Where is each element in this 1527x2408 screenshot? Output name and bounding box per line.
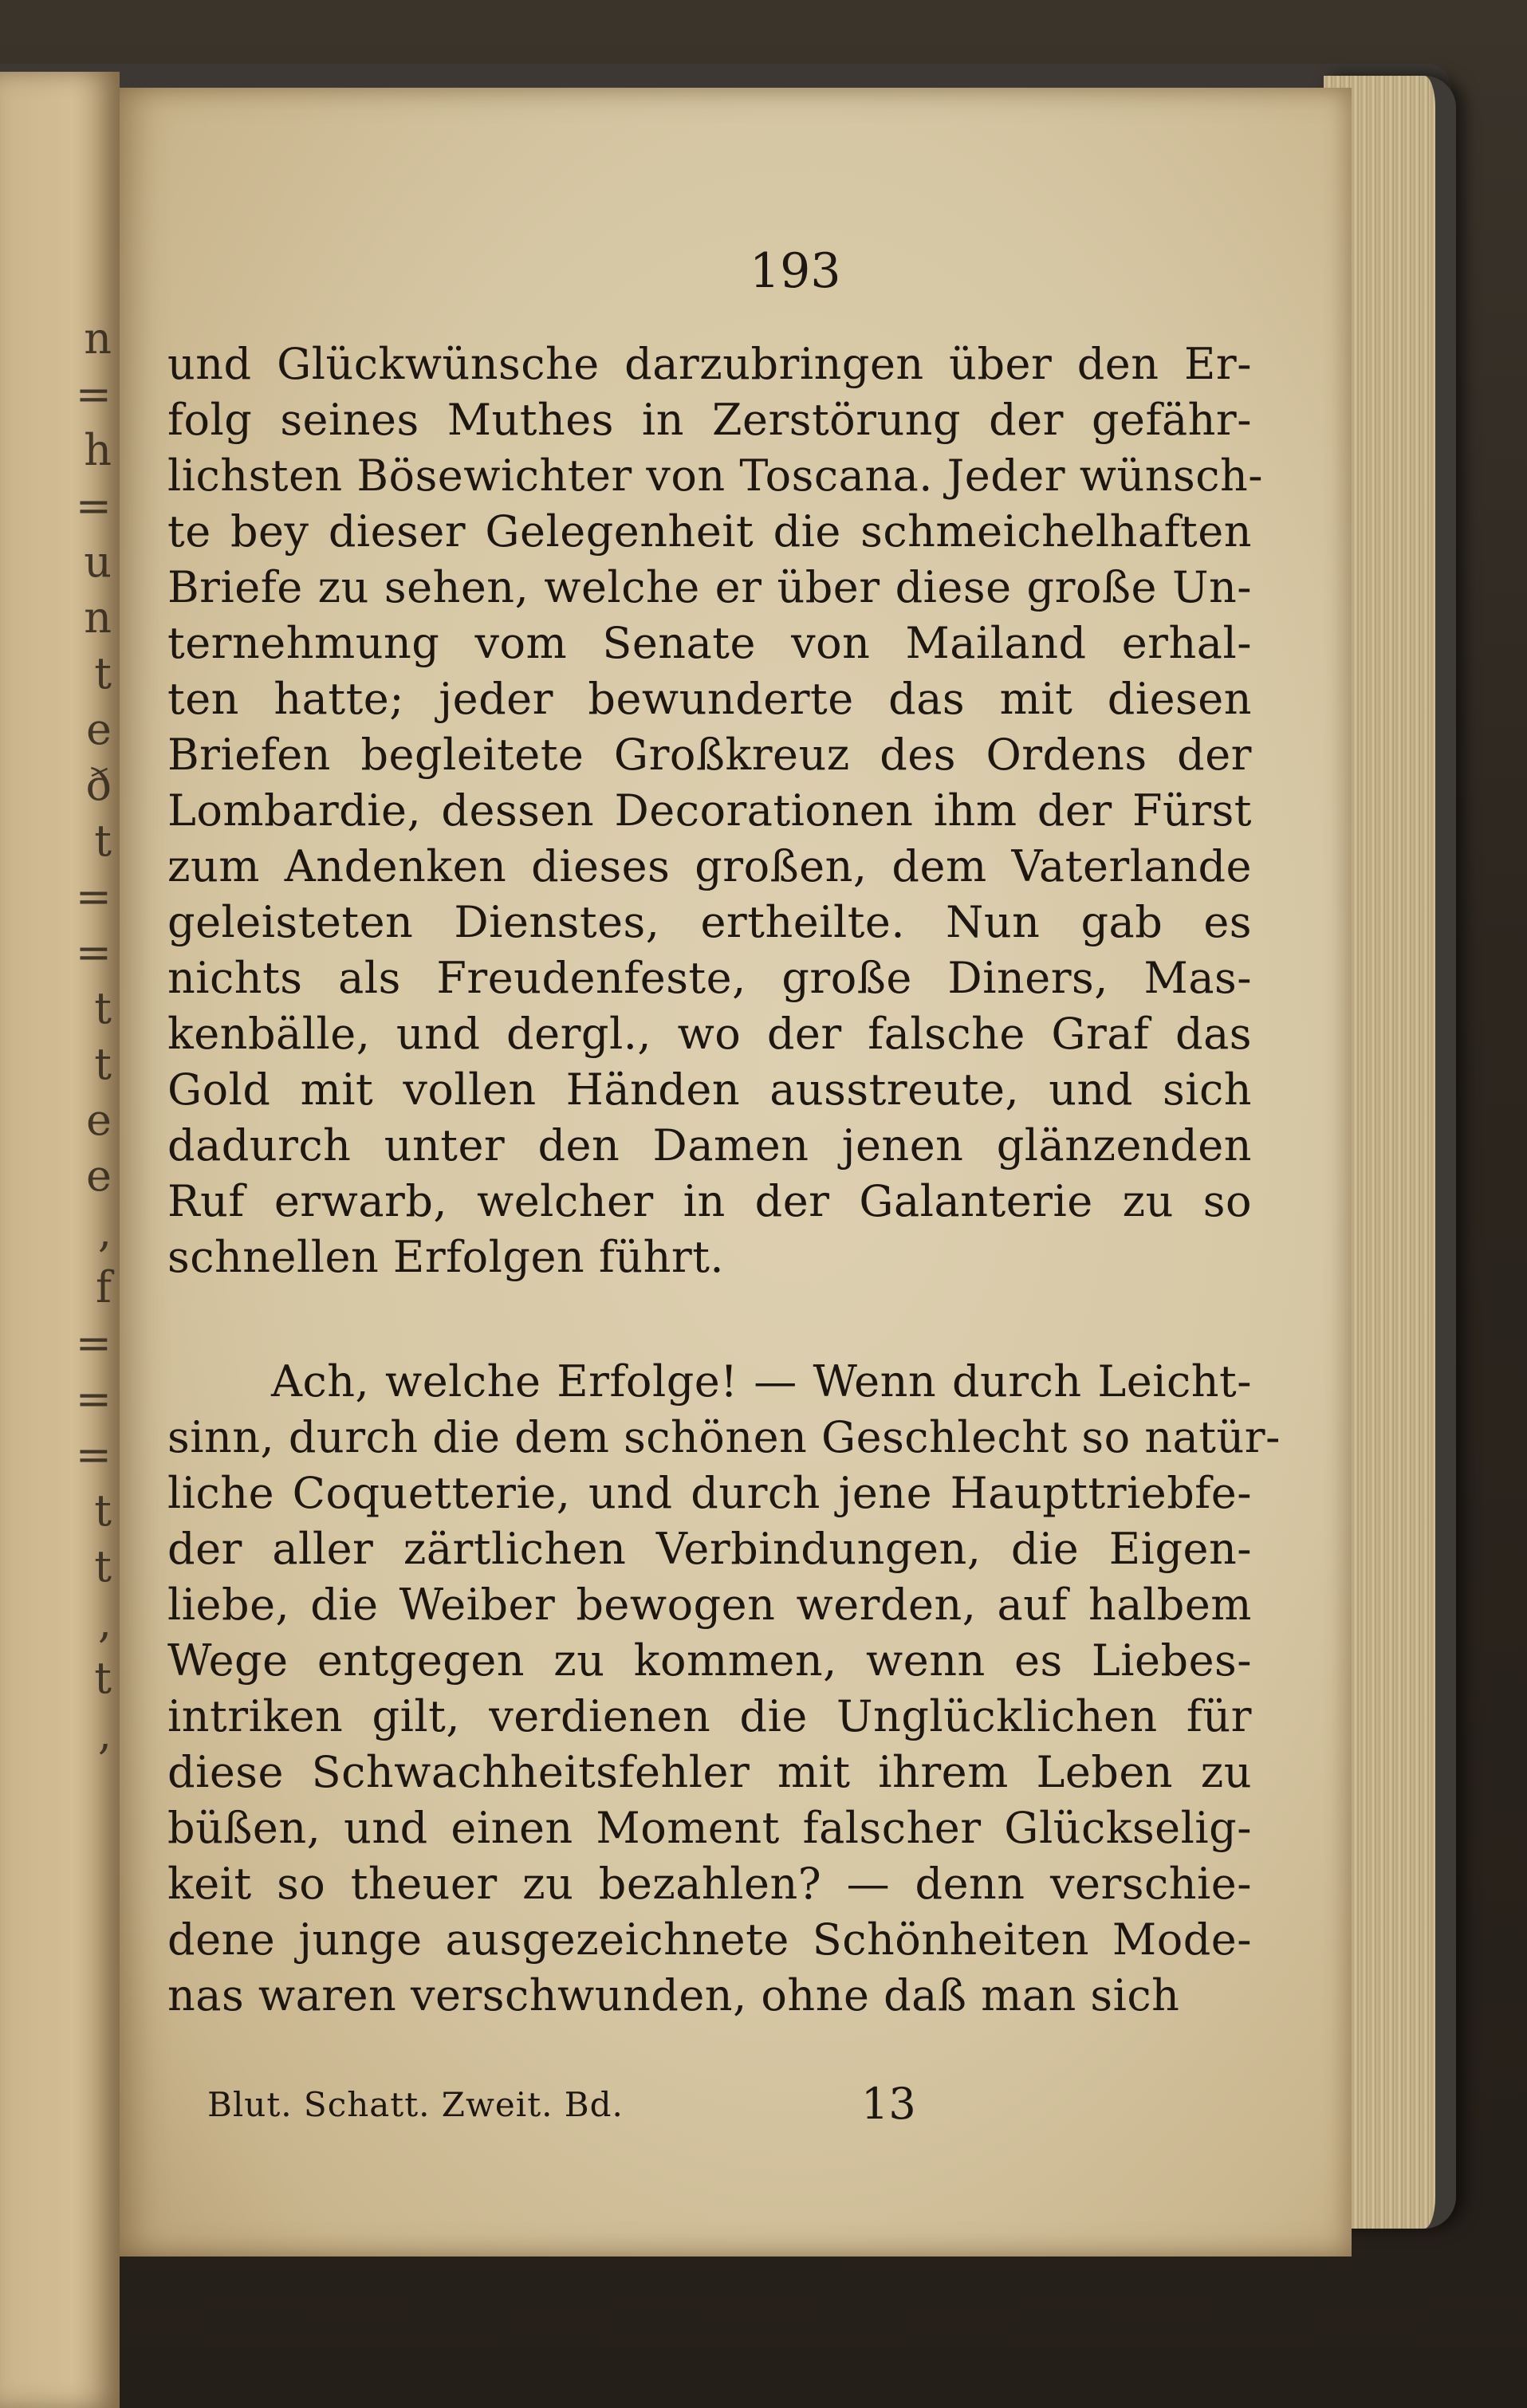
- text-line: der aller zärtlichen Verbindungen, die Eigen-: [167, 1524, 1252, 1574]
- text-line: ten hatte; jeder bewunderte das mit diesen: [167, 674, 1252, 724]
- text-line: Briefen begleitete Großkreuz des Ordens der: [167, 730, 1252, 780]
- text-line: lichsten Bösewichter von Toscana. Jeder wünsch-: [167, 451, 1264, 501]
- page-body: [167, 336, 1281, 2024]
- text-line: Ach, welche Erfolge! — Wenn durch Leicht-: [271, 1356, 1252, 1407]
- text-line: keit so theuer zu bezahlen? — denn verschie-: [167, 1859, 1252, 1909]
- text-line: folg seines Muthes in Zerstörung der gefähr-: [167, 395, 1252, 445]
- facing-page-fragment: ,: [97, 1206, 112, 1257]
- facing-page-fragment: t: [94, 1653, 112, 1703]
- text-line: liebe, die Weiber bewogen werden, auf halbem: [167, 1580, 1252, 1630]
- text-line: Ruf erwarb, welcher in der Galanterie zu so: [167, 1176, 1252, 1226]
- facing-page-fragment: t: [94, 1039, 112, 1089]
- facing-page-fragment: =: [75, 1430, 112, 1480]
- text-line: Lombardie, dessen Decorationen ihm der Fürst: [167, 785, 1252, 836]
- text-line: dene junge ausgezeichnete Schönheiten Mode-: [167, 1914, 1252, 1965]
- facing-page-fragment: t: [94, 1541, 112, 1592]
- facing-page-fragment: =: [75, 927, 112, 978]
- facing-page-fragment: n: [84, 592, 112, 643]
- facing-page-fragment: e: [86, 1095, 112, 1145]
- text-line: büßen, und einen Moment falscher Glückselig-: [167, 1803, 1252, 1853]
- facing-page-fragment: e: [86, 1151, 112, 1201]
- page-footer: [207, 2079, 1244, 2141]
- signature-label: Blut. Schatt. Zweit. Bd.: [207, 2085, 624, 2124]
- paragraph-2: [167, 1354, 1281, 2024]
- facing-page-fragment: t: [94, 816, 112, 866]
- text-line: diese Schwachheitsfehler mit ihrem Leben zu: [167, 1747, 1252, 1797]
- signature-mark: 13: [861, 2079, 916, 2129]
- text-line: te bey dieser Gelegenheit die schmeichelhaften: [167, 506, 1252, 557]
- page-number: 193: [750, 243, 841, 299]
- facing-page-fragment: h: [84, 425, 112, 475]
- facing-page-fragment: e: [86, 704, 112, 754]
- text-line: kenbälle, und dergl., wo der falsche Graf das: [167, 1009, 1252, 1059]
- facing-page-fragment: u: [84, 537, 112, 587]
- facing-page-fragment: t: [94, 983, 112, 1033]
- paragraph-1: [167, 336, 1264, 1285]
- text-line: geleisteten Dienstes, ertheilte. Nun gab es: [167, 897, 1252, 947]
- facing-page-fragment: =: [75, 369, 112, 419]
- facing-page-text-fragments: [64, 311, 112, 1762]
- paragraph-spacer: [167, 1285, 1252, 1354]
- text-line: zum Andenken dieses großen, dem Vaterlande: [167, 841, 1252, 891]
- facing-page-fragment: n: [84, 313, 112, 364]
- facing-page-fragment: t: [94, 1485, 112, 1536]
- facing-page-fragment: f: [96, 1262, 112, 1312]
- facing-page-fragment: =: [75, 872, 112, 922]
- book-page: [120, 88, 1352, 2257]
- facing-page-fragment: ,: [97, 1709, 112, 1759]
- facing-page: [0, 72, 120, 2408]
- text-line: ternehmung vom Senate von Mailand erhal-: [167, 618, 1252, 668]
- text-line: intriken gilt, verdienen die Unglücklichen für: [167, 1691, 1252, 1741]
- text-line: Wege entgegen zu kommen, wenn es Liebes-: [167, 1635, 1252, 1686]
- text-line: dadurch unter den Damen jenen glänzenden: [167, 1120, 1252, 1171]
- text-line: Gold mit vollen Händen ausstreute, und sich: [167, 1064, 1252, 1115]
- facing-page-fragment: t: [94, 648, 112, 698]
- facing-page-fragment: =: [75, 1318, 112, 1368]
- facing-page-fragment: =: [75, 481, 112, 531]
- text-line: und Glückwünsche darzubringen über den Er-: [167, 339, 1252, 389]
- text-line: nichts als Freudenfeste, große Diners, Mas-: [167, 953, 1252, 1003]
- text-line: Briefe zu sehen, welche er über diese große Un-: [167, 562, 1252, 612]
- facing-page-fragment: ,: [97, 1597, 112, 1647]
- text-line: sinn, durch die dem schönen Geschlecht so natür-: [167, 1412, 1281, 1462]
- text-line: liche Coquetterie, und durch jene Haupttriebfe-: [167, 1468, 1252, 1518]
- facing-page-fragment: =: [75, 1374, 112, 1424]
- text-line: schnellen Erfolgen führt.: [167, 1232, 725, 1282]
- text-line: nas waren verschwunden, ohne daß man sich: [167, 1970, 1180, 2020]
- facing-page-fragment: ð: [85, 760, 112, 810]
